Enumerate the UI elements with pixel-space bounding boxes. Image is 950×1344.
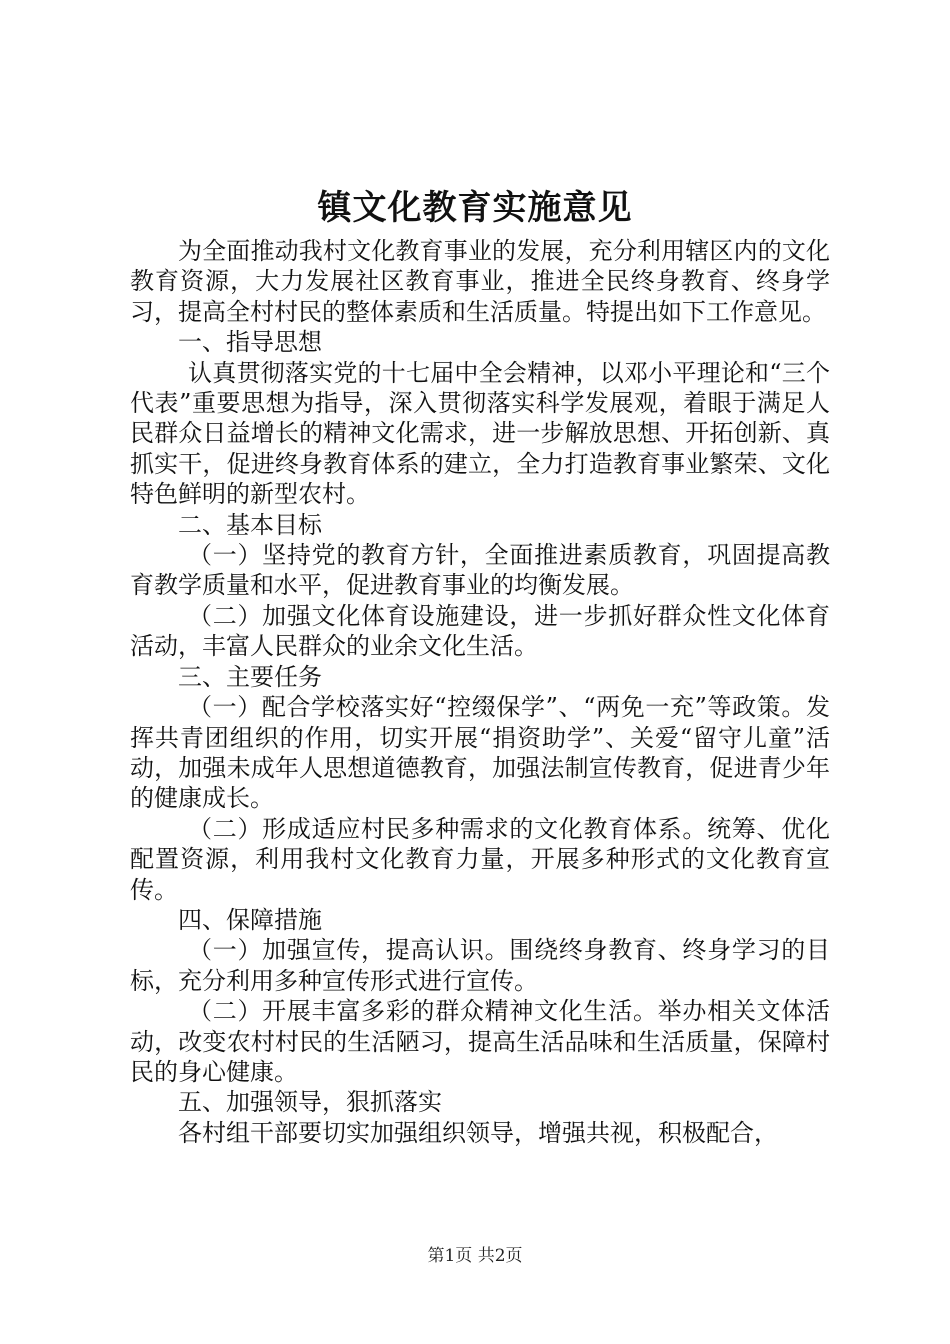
section-heading-5: 五、加强领导，狠抓落实 (178, 1088, 442, 1117)
paragraph-leadership: 各村组干部要切实加强组织领导，增强共视，积极配合， (178, 1118, 778, 1147)
paragraph-task-2: （二）形成适应村民多种需求的文化教育体系。统筹、优化配置资源，利用我村文化教育力量，开展多种形式的文化教育宣传。 (130, 814, 830, 904)
section-heading-1: 一、指导思想 (178, 328, 322, 357)
document-title: 镇文化教育实施意见 (317, 188, 633, 228)
paragraph-measure-2: （二）开展丰富多彩的群众精神文化生活。举办相关文体活动，改变农村村民的生活陋习，提高生活品味和生活质量，保障村民的身心健康。 (130, 997, 830, 1086)
section-heading-3: 三、主要任务 (178, 662, 322, 691)
paragraph-measure-1: （一）加强宣传，提高认识。围绕终身教育、终身学习的目标，充分利用多种宣传形式进行宣传。 (130, 936, 830, 995)
paragraph-task-1: （一）配合学校落实好“控缀保学”、“两免一充”等政策。发挥共青团组织的作用，切实开展“捐资助学”、关爱“留守儿童”活动，加强未成年人思想道德教育，加强法制宣传教育，促进青少年的健康成长。 (130, 693, 830, 813)
page-number: 第1页 共2页 (427, 1246, 523, 1266)
paragraph-guiding-thought: 认真贯彻落实党的十七届中全会精神，以邓小平理论和“三个代表”重要思想为指导，深入贯彻落实科学发展观，着眼于满足人民群众日益增长的精神文化需求，进一步解放思想、开拓创新、真抓实干，促进终身教育体系的建立，全力打造教育事业繁荣、文化特色鲜明的新型农村。 (130, 358, 830, 509)
document-body (130, 236, 830, 1148)
paragraph-goal-1: （一）坚持党的教育方针，全面推进素质教育，巩固提高教育教学质量和水平，促进教育事业的均衡发展。 (130, 541, 830, 600)
paragraph-intro: 为全面推动我村文化教育事业的发展，充分利用辖区内的文化教育资源，大力发展社区教育事业，推进全民终身教育、终身学习，提高全村村民的整体素质和生活质量。特提出如下工作意见。 (130, 237, 830, 326)
paragraph-goal-2: （二）加强文化体育设施建设，进一步抓好群众性文化体育活动，丰富人民群众的业余文化生活。 (130, 601, 830, 661)
section-heading-4: 四、保障措施 (178, 905, 322, 934)
section-heading-2: 二、基本目标 (178, 510, 322, 539)
